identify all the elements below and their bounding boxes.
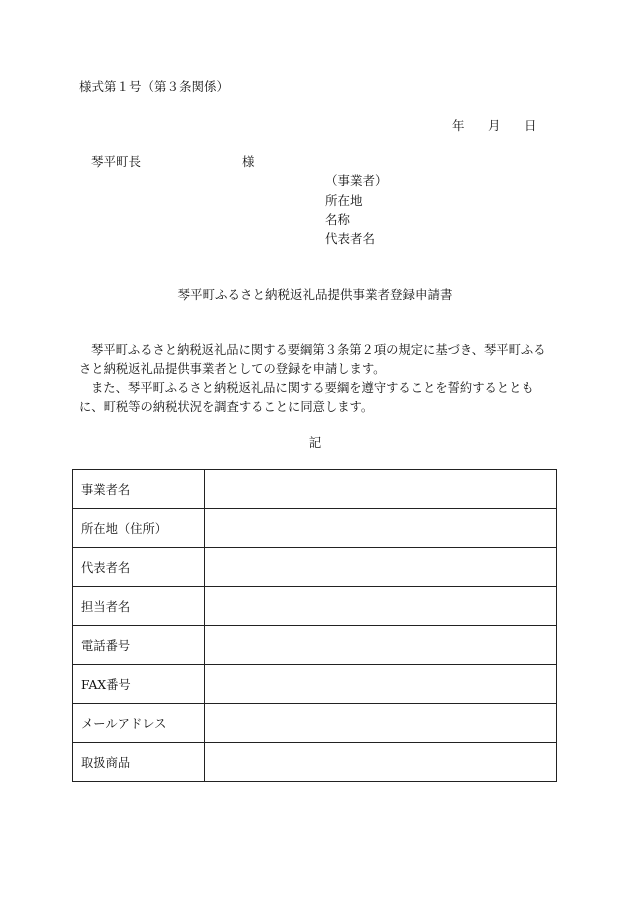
row-label: 担当者名 [73, 587, 205, 626]
body-paragraph-1: 琴平町ふるさと納税返礼品に関する要綱第３条第２項の規定に基づき、琴平町ふるさと納税返礼品提供事業者としての登録を申請します。 [79, 343, 546, 376]
body-paragraph-2: また、琴平町ふるさと納税返礼品に関する要綱を遵守することを誓約するとともに、町税等の納税状況を調査することに同意します。 [79, 381, 534, 414]
row-value-field[interactable] [205, 704, 557, 743]
row-label: 事業者名 [73, 470, 205, 509]
row-label: 電話番号 [73, 626, 205, 665]
table-row [73, 587, 557, 626]
table-row [73, 743, 557, 782]
row-label: FAX番号 [73, 665, 205, 704]
table-row [73, 665, 557, 704]
row-label: メールアドレス [73, 704, 205, 743]
body-text [79, 341, 554, 417]
row-value-field[interactable] [205, 665, 557, 704]
row-value-field[interactable] [205, 548, 557, 587]
table-row [73, 470, 557, 509]
document-title: 琴平町ふるさと納税返礼品提供事業者登録申請書 [177, 287, 453, 302]
ki-marker: 記 [308, 435, 322, 450]
row-value-field[interactable] [205, 509, 557, 548]
applicant-address-label: 所在地 [325, 193, 363, 208]
applicant-heading: （事業者） [325, 173, 388, 188]
row-value-field[interactable] [205, 743, 557, 782]
row-label: 取扱商品 [73, 743, 205, 782]
table-row [73, 704, 557, 743]
registration-table [72, 469, 557, 782]
form-number: 様式第１号（第３条関係） [79, 79, 230, 94]
honorific: 様 [242, 154, 255, 169]
date-year-label: 年 [452, 118, 465, 133]
row-value-field[interactable] [205, 470, 557, 509]
row-value-field[interactable] [205, 587, 557, 626]
table-row [73, 548, 557, 587]
row-label: 所在地（住所） [73, 509, 205, 548]
applicant-name-label: 名称 [325, 212, 351, 227]
table-row [73, 509, 557, 548]
table-row [73, 626, 557, 665]
row-label: 代表者名 [73, 548, 205, 587]
date-month-label: 月 [488, 118, 501, 133]
recipient: 琴平町長 [91, 154, 142, 169]
row-value-field[interactable] [205, 626, 557, 665]
applicant-representative-label: 代表者名 [325, 231, 376, 246]
date-day-label: 日 [524, 118, 537, 133]
